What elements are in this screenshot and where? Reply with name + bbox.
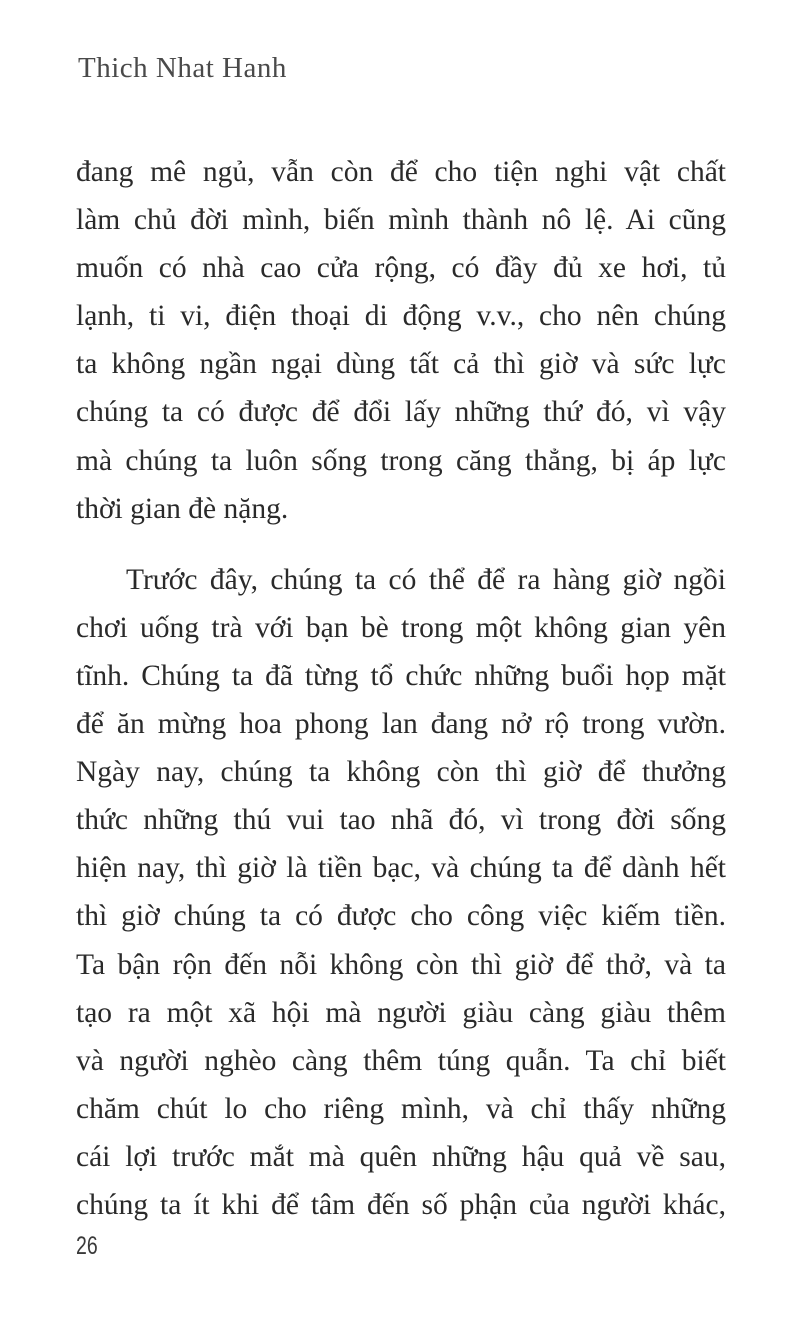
text-line: để ăn mừng hoa phong lan đang nở rộ trong vườn.: [76, 708, 726, 741]
text-line: chúng ta có được để đổi lấy những thứ đó, vì vậy: [76, 396, 726, 429]
text-line: thời gian đè nặng.: [76, 492, 289, 525]
text-line: tĩnh. Chúng ta đã từng tổ chức những buổi họp mặt: [76, 659, 726, 692]
text-line: ta không ngần ngại dùng tất cả thì giờ và sức lực: [76, 348, 726, 381]
text-line: chúng ta ít khi để tâm đến số phận của người khác,: [76, 1188, 726, 1221]
text-line: chơi uống trà với bạn bè trong một không gian yên: [76, 611, 726, 644]
paragraph-spacer: [76, 537, 726, 560]
text-line: làm chủ đời mình, biến mình thành nô lệ. Ai cũng: [76, 204, 726, 237]
text-line: muốn có nhà cao cửa rộng, có đầy đủ xe hơi, tủ: [76, 252, 726, 285]
text-line: hiện nay, thì giờ là tiền bạc, và chúng ta để dành hết: [76, 852, 726, 885]
text-line: Trước đây, chúng ta có thể để ra hàng giờ ngồi: [126, 563, 726, 596]
paragraph-2: [76, 560, 726, 1233]
text-line: và người nghèo càng thêm túng quẫn. Ta chỉ biết: [76, 1044, 726, 1077]
text-line: thì giờ chúng ta có được cho công việc kiếm tiền.: [76, 900, 726, 933]
text-line: đang mê ngủ, vẫn còn để cho tiện nghi vật chất: [76, 156, 726, 188]
text-line: tạo ra một xã hội mà người giàu càng giàu thêm: [76, 996, 726, 1029]
running-head: Thich Nhat Hanh: [78, 52, 287, 84]
text-line: Ta bận rộn đến nỗi không còn thì giờ để thở, và ta: [76, 948, 726, 981]
page-number: 26: [76, 1232, 98, 1260]
paragraph-1: [76, 152, 726, 537]
text-line: Ngày nay, chúng ta không còn thì giờ để thưởng: [76, 756, 726, 789]
text-line: mà chúng ta luôn sống trong căng thẳng, bị áp lực: [76, 444, 726, 477]
text-line: thức những thú vui tao nhã đó, vì trong đời sống: [76, 804, 726, 837]
text-line: chăm chút lo cho riêng mình, và chỉ thấy những: [76, 1092, 726, 1125]
text-line: cái lợi trước mắt mà quên những hậu quả về sau,: [76, 1140, 726, 1173]
text-line: lạnh, ti vi, điện thoại di động v.v., cho nên chúng: [76, 300, 726, 333]
body-text: [76, 152, 726, 1233]
